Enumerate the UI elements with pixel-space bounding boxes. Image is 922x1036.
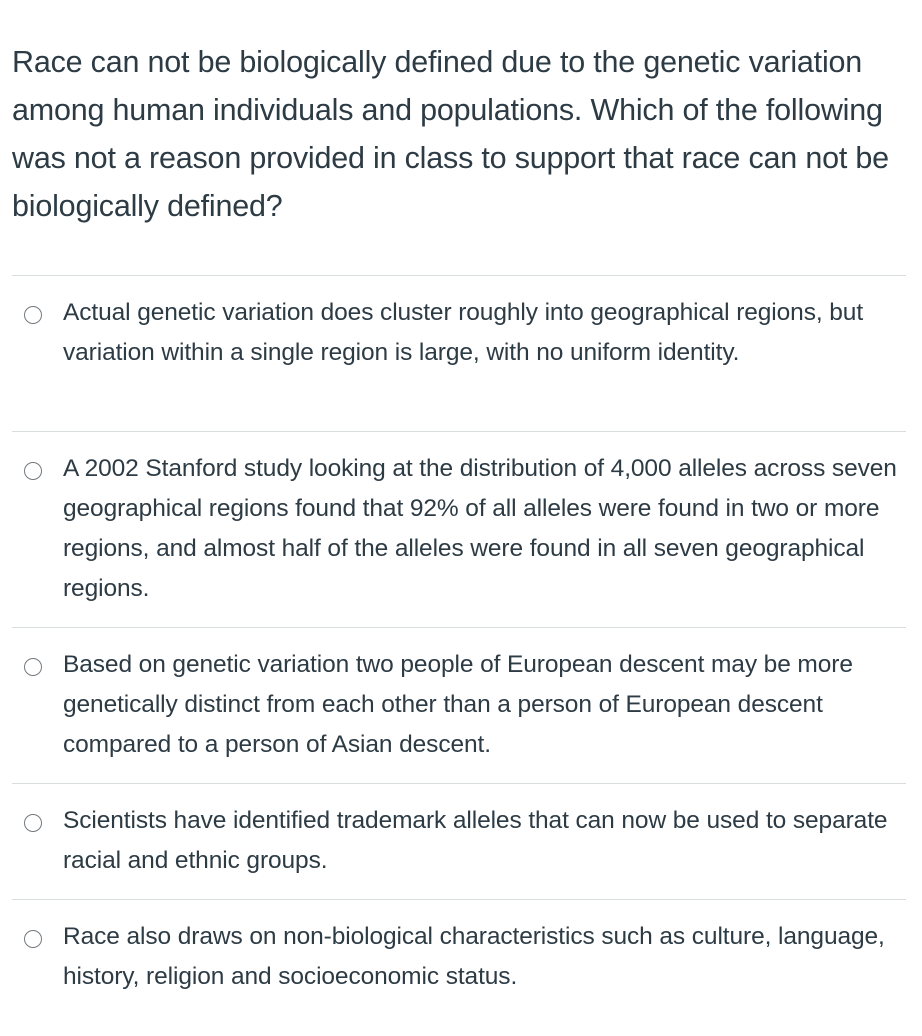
answer-option-label: Race also draws on non-biological characteristics such as culture, language, history, religion and socioeconomic status. bbox=[63, 923, 885, 990]
radio-button[interactable] bbox=[24, 658, 42, 676]
answer-list bbox=[12, 275, 906, 1015]
answer-option-5[interactable] bbox=[12, 900, 906, 1015]
question-text: Race can not be biologically defined due to the genetic variation among human individuals and populations. Which of the following was not a reason provided in class to support that race can not be biologically defined? bbox=[12, 45, 889, 223]
answer-option-3[interactable] bbox=[12, 628, 906, 783]
answer-option-label: A 2002 Stanford study looking at the distribution of 4,000 alleles across seven geographical regions found that 92% of all alleles were found in two or more regions, and almost half of the alleles were found in all seven geographical regions. bbox=[63, 455, 897, 602]
radio-button[interactable] bbox=[24, 306, 42, 324]
answer-option-4[interactable] bbox=[12, 784, 906, 899]
radio-button[interactable] bbox=[24, 930, 42, 948]
answer-option-label: Scientists have identified trademark alleles that can now be used to separate racial and ethnic groups. bbox=[63, 807, 888, 874]
answer-option-2[interactable] bbox=[12, 432, 906, 627]
answer-option-label: Based on genetic variation two people of European descent may be more genetically distinct from each other than a person of European descent compared to a person of Asian descent. bbox=[63, 651, 853, 758]
answer-option-label: Actual genetic variation does cluster roughly into geographical regions, but variation within a single region is large, with no uniform identity. bbox=[63, 299, 864, 366]
radio-button[interactable] bbox=[24, 814, 42, 832]
radio-button[interactable] bbox=[24, 462, 42, 480]
answer-option-1[interactable] bbox=[12, 276, 906, 431]
